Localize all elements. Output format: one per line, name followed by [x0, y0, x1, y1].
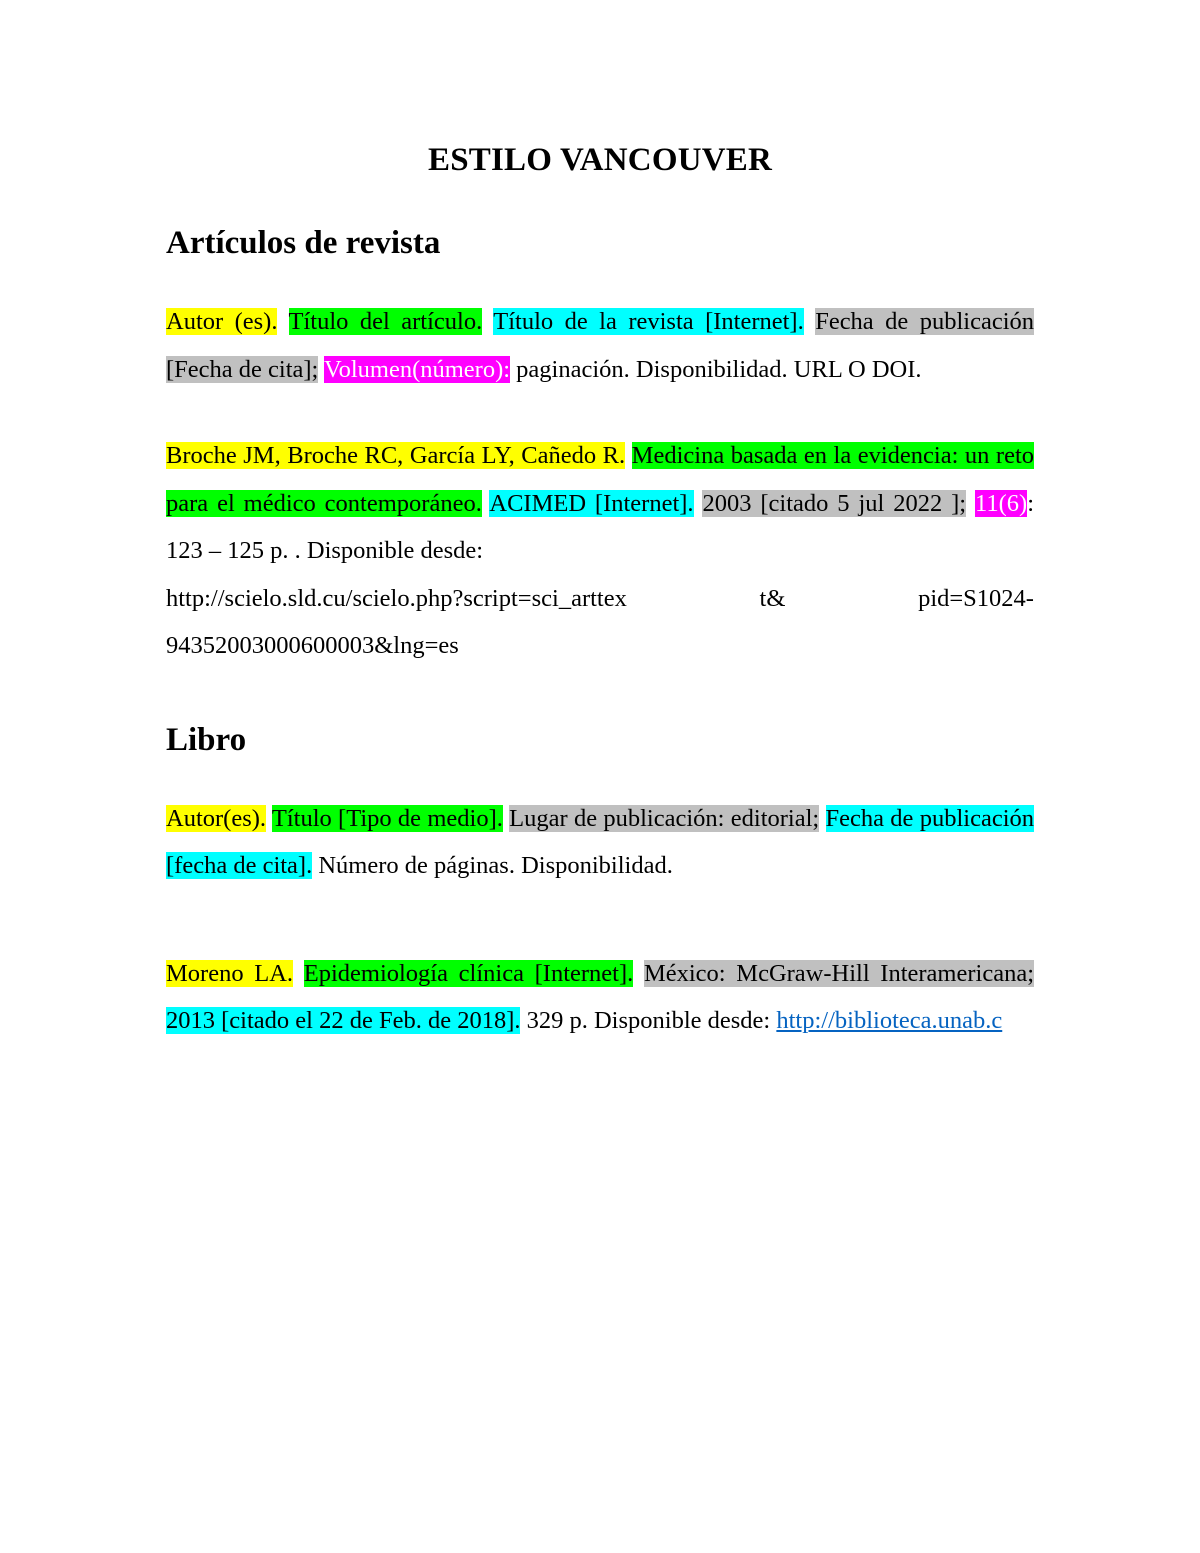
template-titulo-articulo: Título del artículo.: [288, 308, 483, 335]
example-titulo: Medicina basada en la evidencia: un reto para el médico contemporáneo.: [166, 442, 1035, 517]
libro-example-resto: 329 p. Disponible desde:: [520, 1007, 771, 1034]
libro-template-autor: Autor(es).: [166, 804, 267, 832]
example-revista: ACIMED [Internet].: [489, 489, 694, 517]
libro-template-lugar: Lugar de publicación: editorial;: [509, 804, 820, 832]
example-url-part3: pid=S1024-: [918, 584, 1034, 612]
example-volumen: 11(6): [975, 489, 1028, 517]
libro-example-autor: Moreno LA.: [166, 959, 294, 987]
document-title: ESTILO VANCOUVER: [428, 142, 772, 178]
template-resto: paginación. Disponibilidad. URL O DOI.: [510, 355, 922, 383]
articulos-example-paragraph: [166, 432, 1034, 670]
example-autores: Broche JM, Broche RC, García LY, Cañedo R.: [166, 442, 626, 469]
section-heading-articulos: Artículos de revista: [166, 225, 441, 261]
libro-example-paragraph: [166, 950, 1034, 1045]
articulos-template-paragraph: [166, 298, 1034, 393]
libro-example-link[interactable]: http://biblioteca.unab.c: [776, 1007, 1003, 1034]
libro-template-fecha: Fecha de publicación [fecha de cita].: [166, 804, 1035, 879]
libro-example-fecha: 2013 [citado el 22 de Feb. de 2018].: [166, 1007, 521, 1034]
libro-example-lugar: México: McGraw-Hill Interamericana;: [643, 959, 1035, 987]
template-volumen: Volumen(número):: [324, 355, 511, 383]
libro-template-resto: Número de páginas. Disponibilidad.: [312, 852, 673, 879]
example-url-part1: http://scielo.sld.cu/scielo.php?script=sci_arttex: [166, 584, 627, 612]
example-fecha: 2003 [citado 5 jul 2022 ];: [702, 489, 967, 517]
example-url-part4: 94352003000600003&lng=es: [166, 632, 459, 659]
example-paginas: : 123 – 125 p. . Disponible desde:: [166, 489, 1034, 564]
libro-template-paragraph: [166, 795, 1034, 890]
template-fecha: Fecha de publicación [Fecha de cita];: [166, 308, 1035, 383]
section-heading-libro: Libro: [166, 721, 247, 758]
document-page: [166, 138, 1034, 1045]
template-titulo-revista: Título de la revista [Internet].: [493, 308, 804, 335]
libro-example-titulo: Epidemiología clínica [Internet].: [303, 959, 634, 987]
example-url-row: [166, 575, 1034, 623]
libro-template-titulo: Título [Tipo de medio].: [271, 804, 503, 832]
example-url-part2: t&: [759, 584, 786, 612]
articulos-example-text: [166, 432, 1034, 575]
template-autor: Autor (es).: [166, 308, 278, 335]
